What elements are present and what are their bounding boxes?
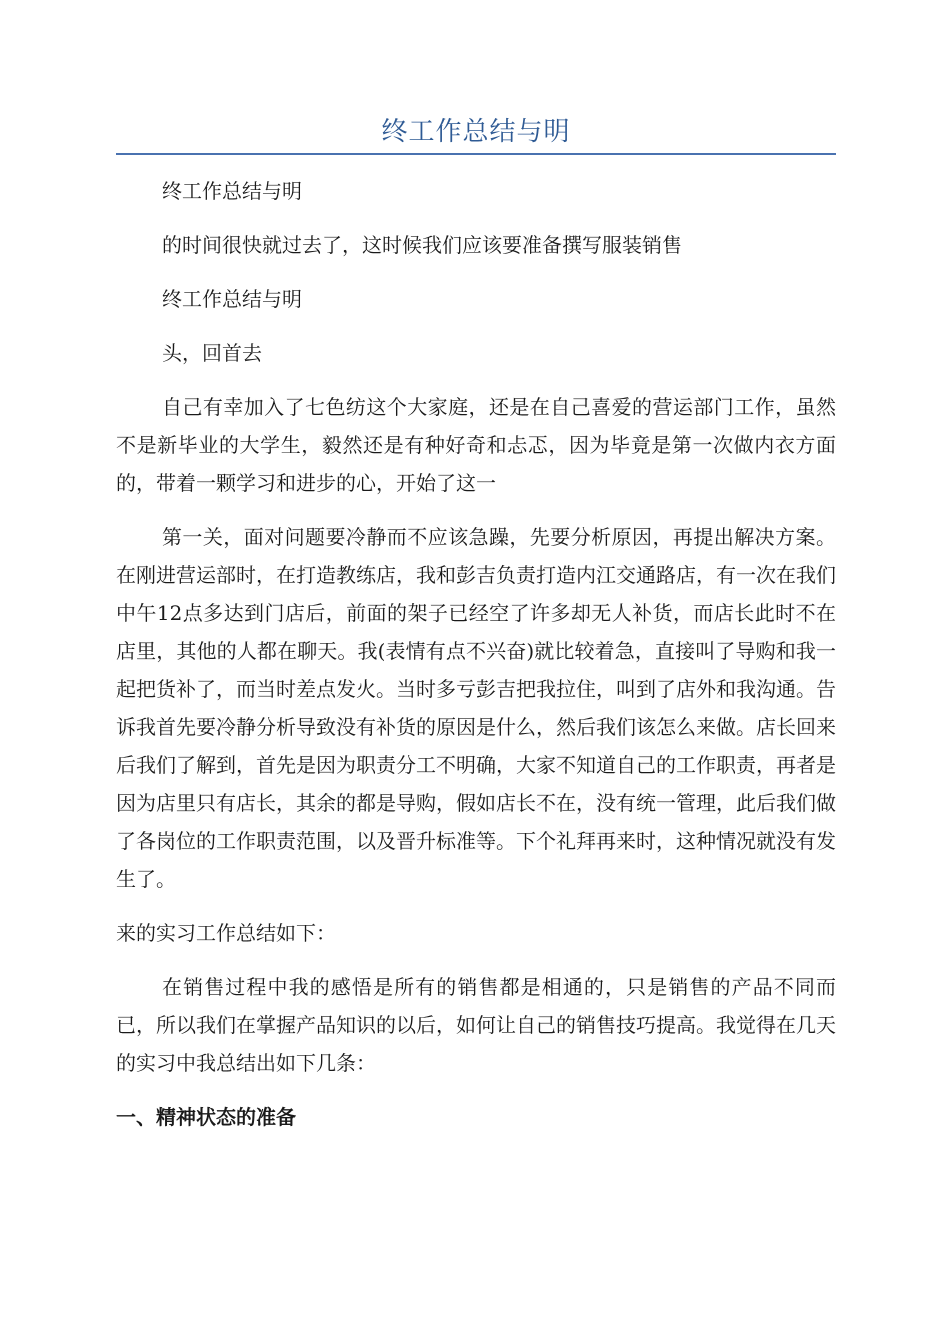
paragraph-8: 在销售过程中我的感悟是所有的销售都是相通的，只是销售的产品不同而已，所以我们在掌握产品知识的以后，如何让自己的销售技巧提高。我觉得在几天的实习中我总结出如下几条： [116, 975, 836, 1075]
paragraph-3: 终工作总结与明 [162, 287, 302, 311]
document-title: 终工作总结与明 [381, 117, 571, 147]
paragraph-6: 第一关，面对问题要冷静而不应该急躁，先要分析原因，再提出解决方案。在刚进营运部时，在打造教练店，我和彭吉负责打造内江交通路店，有一次在我们中午12点多达到门店后，前面的架子已经空了许多却无人补货，而店长此时不在店里，其他的人都在聊天。我(表情有点不兴奋)就比较着急，直接叫了导购和我一起把货补了，而当时差点发火。当时多亏彭吉把我拉住，叫到了店外和我沟通。告诉我首先要冷静分析导致没有补货的原因是什么，然后我们该怎么来做。店长回来后我们了解到，首先是因为职责分工不明确，大家不知道自己的工作职责，再者是因为店里只有店长，其余的都是导购，假如店长不在，没有统一管理，此后我们做了各岗位的工作职责范围，以及晋升标准等。下个礼拜再来时，这种情况就没有发生了。 [116, 525, 836, 891]
paragraph-7: 来的实习工作总结如下： [116, 921, 336, 945]
paragraph-1: 终工作总结与明 [162, 179, 302, 203]
section-heading: 一、精神状态的准备 [116, 1105, 296, 1129]
paragraph-5: 自己有幸加入了七色纺这个大家庭，还是在自己喜爱的营运部门工作，虽然不是新毕业的大学生，毅然还是有种好奇和忐忑，因为毕竟是第一次做内衣方面的，带着一颗学习和进步的心，开始了这一 [116, 395, 836, 495]
paragraph-4: 头，回首去 [162, 341, 262, 365]
document-body [116, 172, 836, 1136]
title-underline [116, 153, 836, 155]
paragraph-2: 的时间很快就过去了，这时候我们应该要准备撰写服装销售 [162, 233, 682, 257]
